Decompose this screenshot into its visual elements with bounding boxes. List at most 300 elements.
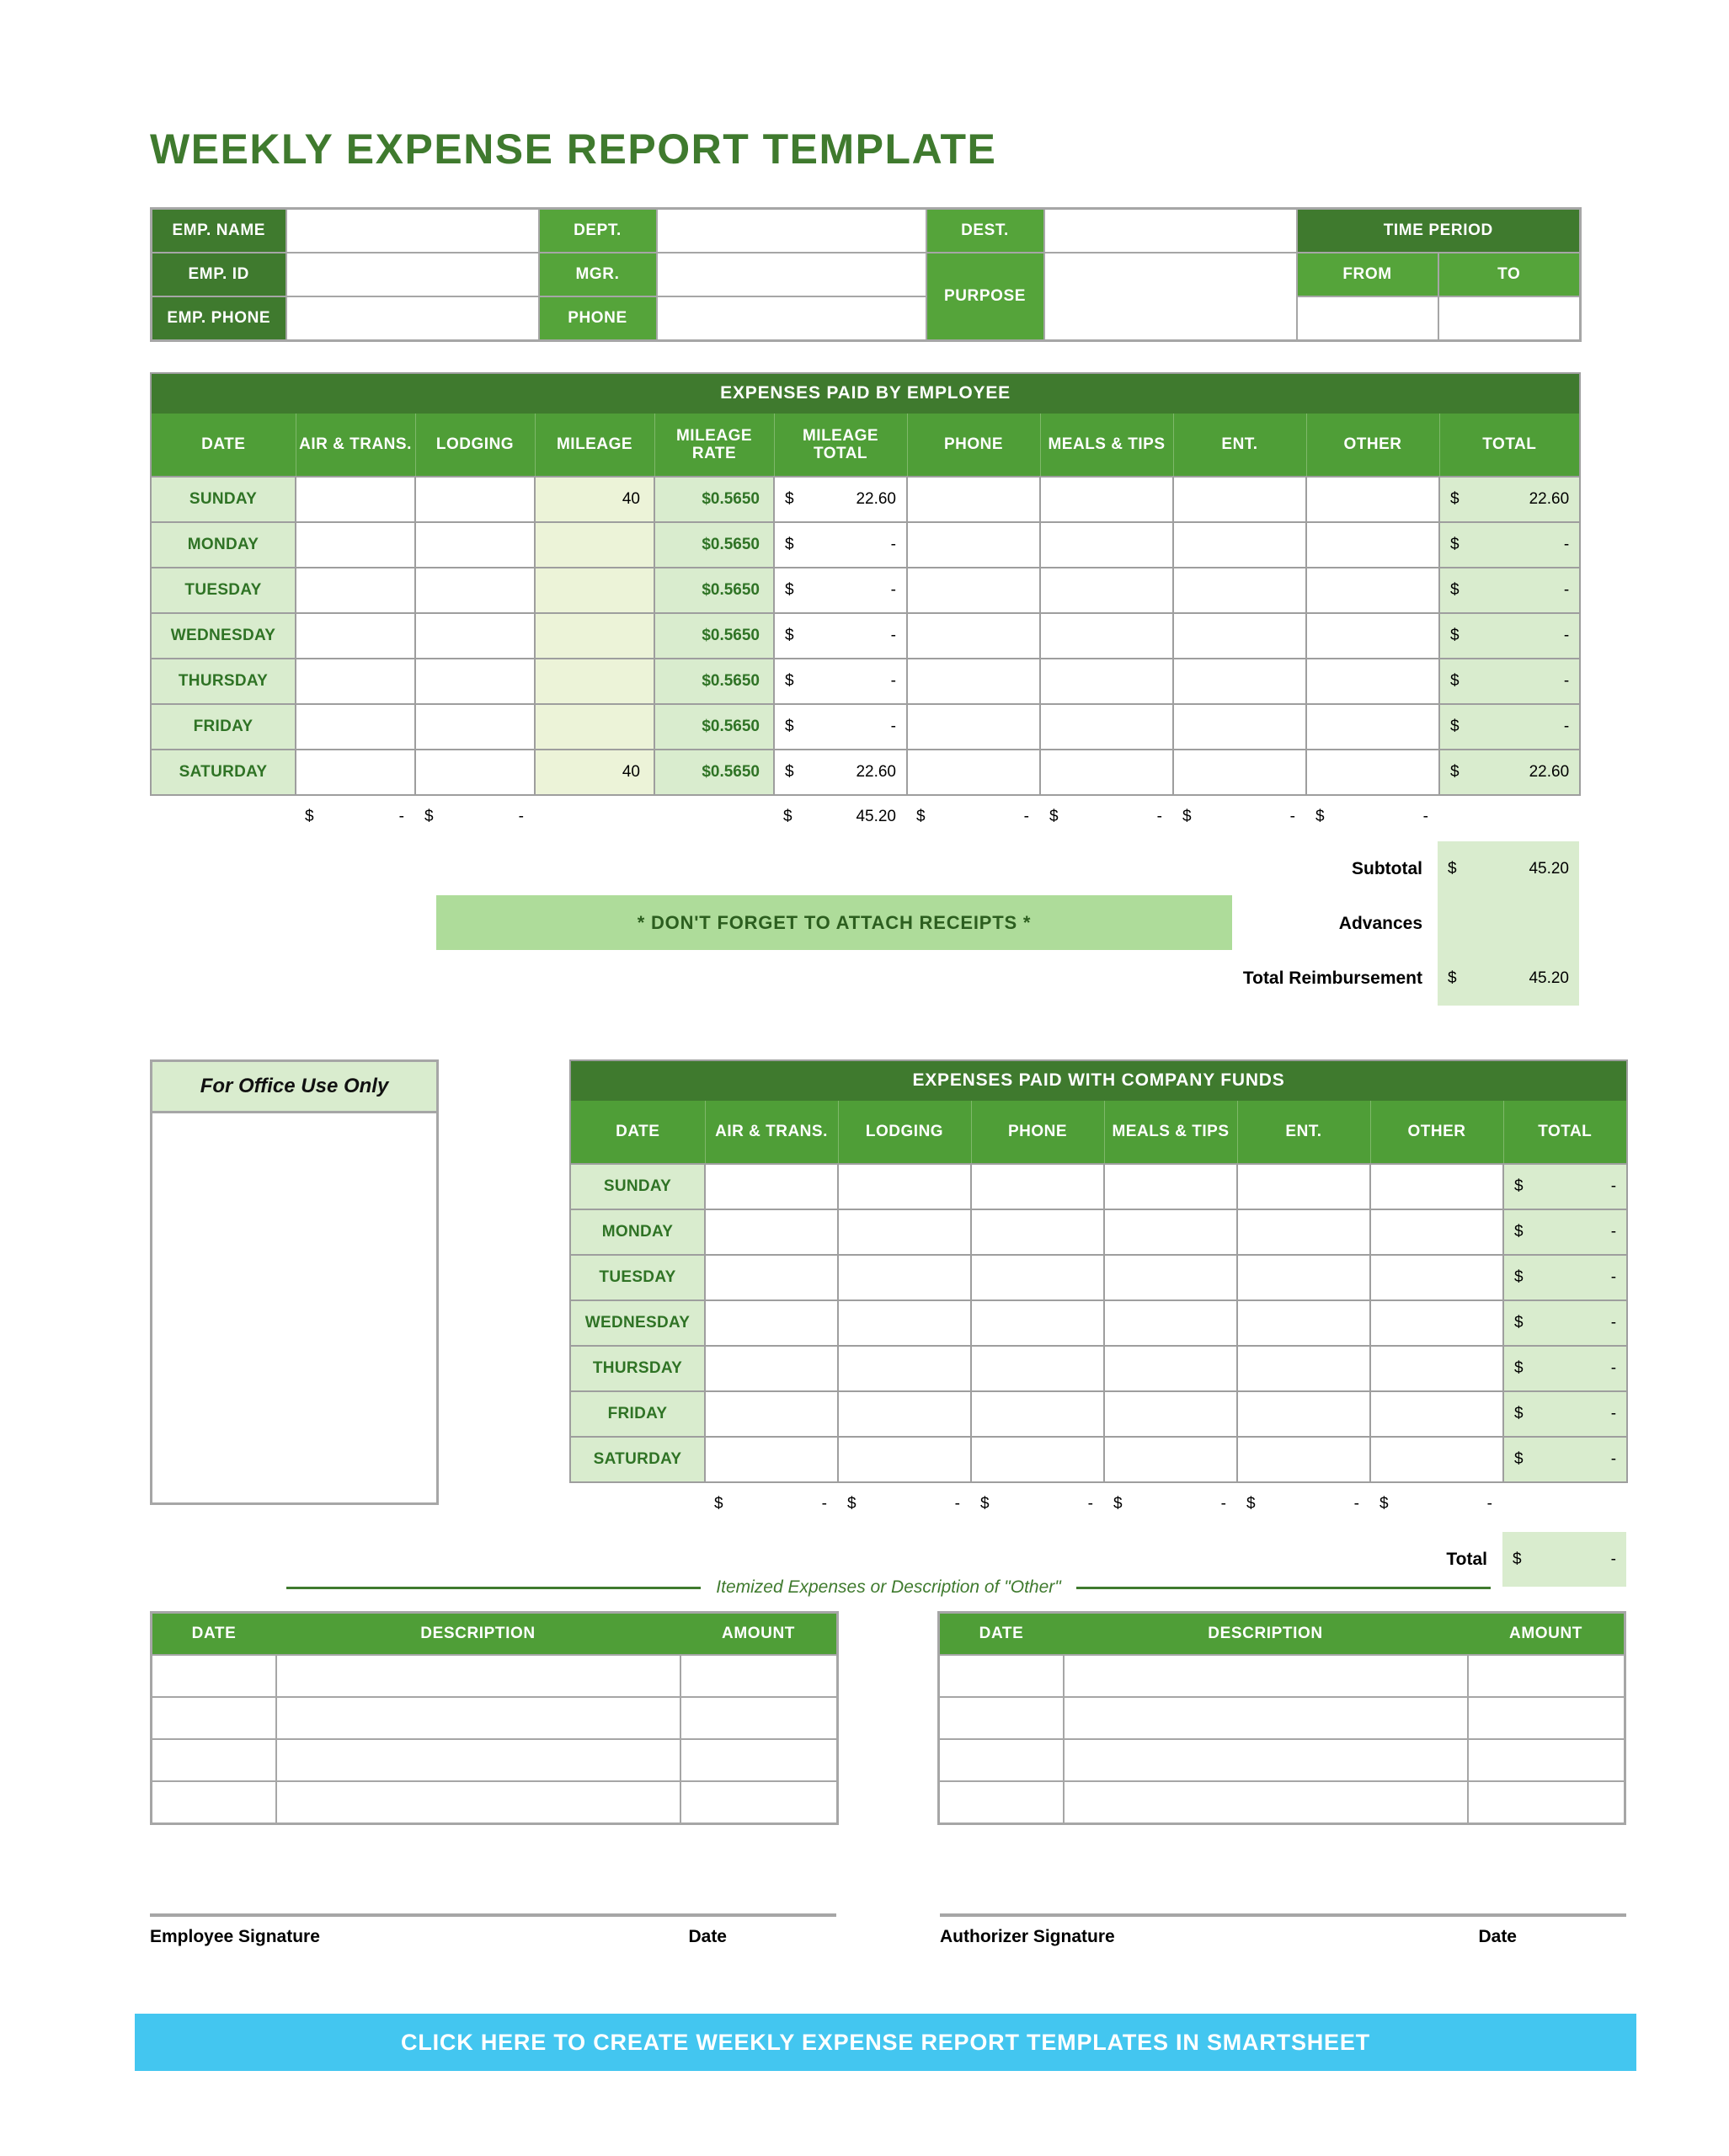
divider-line-right (1076, 1587, 1491, 1589)
cell-air[interactable] (705, 1346, 838, 1391)
purpose-label: PURPOSE (926, 253, 1044, 341)
col-air-trans: AIR & TRANS. (296, 414, 415, 478)
cell-date[interactable] (152, 1781, 276, 1824)
cell-other[interactable] (1306, 659, 1439, 704)
cell-phone[interactable] (971, 1164, 1104, 1209)
table-row (570, 1255, 1627, 1300)
row-day-label: TUESDAY (151, 568, 296, 613)
table-row (152, 209, 1581, 253)
cell-air[interactable] (296, 704, 415, 750)
currency-symbol: $ (1246, 1495, 1256, 1513)
table-row (939, 1655, 1625, 1697)
col-mileage-rate: MILEAGE RATE (654, 414, 774, 478)
currency-symbol: $ (714, 1495, 723, 1513)
cell-date[interactable] (939, 1697, 1064, 1739)
amount-value: - (1087, 1495, 1093, 1513)
table-row (150, 796, 1579, 838)
amount-value: 45.20 (1529, 969, 1569, 987)
cell-air[interactable] (296, 522, 415, 568)
spacer-cell (150, 796, 295, 838)
currency-symbol: $ (1315, 808, 1325, 825)
smartsheet-cta-button[interactable]: CLICK HERE TO CREATE WEEKLY EXPENSE REPORT TEMPLATES IN SMARTSHEET (135, 2014, 1636, 2071)
cell-ent[interactable] (1173, 613, 1306, 659)
currency-symbol: $ (1450, 672, 1460, 690)
cell-meals[interactable] (1104, 1391, 1237, 1437)
table-row (151, 414, 1580, 478)
cell-lodging[interactable] (838, 1209, 971, 1255)
attach-receipts-note: * DON'T FORGET TO ATTACH RECEIPTS * (436, 895, 1232, 950)
cell-meals[interactable] (1040, 659, 1173, 704)
amount-value: 45.20 (1529, 859, 1569, 878)
total-reimbursement-value (1438, 951, 1579, 1006)
cell-date[interactable] (152, 1655, 276, 1697)
amount-value: - (1610, 1450, 1617, 1468)
cell-row-total (1503, 1346, 1627, 1391)
cell-lodging[interactable] (415, 659, 535, 704)
cell-meals[interactable] (1040, 704, 1173, 750)
cell-meals[interactable] (1104, 1209, 1237, 1255)
company-total-value (1502, 1532, 1626, 1587)
cell-lodging[interactable] (838, 1300, 971, 1346)
table-row (151, 522, 1580, 568)
cell-mileage-rate: $0.5650 (654, 568, 774, 613)
cell-air[interactable] (296, 659, 415, 704)
cell-date[interactable] (939, 1739, 1064, 1781)
cell-amount[interactable] (680, 1655, 838, 1697)
cell-row-total (1439, 568, 1580, 613)
dest-label: DEST. (926, 209, 1044, 253)
cell-row-total (1503, 1209, 1627, 1255)
cell-meals[interactable] (1104, 1255, 1237, 1300)
currency-symbol: $ (1450, 718, 1460, 735)
amount-value: - (1220, 1495, 1226, 1513)
employee-signature-block (150, 1913, 836, 1947)
currency-symbol: $ (785, 627, 794, 644)
emp-phone-input[interactable] (286, 296, 539, 341)
cell-description[interactable] (1064, 1697, 1468, 1739)
cell-lodging[interactable] (838, 1346, 971, 1391)
cell-mileage[interactable] (535, 659, 654, 704)
cell-amount[interactable] (680, 1739, 838, 1781)
table-row (151, 659, 1580, 704)
cell-mileage-total (774, 522, 907, 568)
cell-description[interactable] (1064, 1781, 1468, 1824)
cell-lodging[interactable] (838, 1255, 971, 1300)
cell-phone[interactable] (907, 477, 1040, 522)
cell-lodging[interactable] (415, 613, 535, 659)
currency-symbol: $ (916, 808, 926, 825)
cell-other[interactable] (1306, 704, 1439, 750)
col-description: DESCRIPTION (276, 1613, 680, 1656)
row-day-label: SATURDAY (570, 1437, 705, 1482)
cell-mileage[interactable]: 40 (535, 477, 654, 522)
employee-info-table (150, 207, 1582, 342)
cell-amount[interactable] (680, 1781, 838, 1824)
itemized-divider-text: Itemized Expenses or Description of "Other" (716, 1577, 1061, 1597)
cell-meals[interactable] (1040, 750, 1173, 795)
purpose-input[interactable] (1044, 253, 1297, 341)
employee-signature-label: Employee Signature (150, 1927, 320, 1946)
cell-ent[interactable] (1237, 1164, 1370, 1209)
table-row (570, 1164, 1627, 1209)
col-date: DATE (151, 414, 296, 478)
office-use-body[interactable] (152, 1113, 436, 1502)
cell-ent[interactable] (1173, 477, 1306, 522)
cell-mileage-rate: $0.5650 (654, 704, 774, 750)
currency-symbol: $ (785, 581, 794, 599)
cell-other[interactable] (1370, 1346, 1503, 1391)
table-row (570, 1346, 1627, 1391)
cell-phone[interactable] (907, 613, 1040, 659)
currency-symbol: $ (783, 808, 792, 825)
cell-description[interactable] (1064, 1655, 1468, 1697)
total-ent (1172, 796, 1305, 838)
subtotal-row (1352, 841, 1579, 896)
currency-symbol: $ (1450, 627, 1460, 644)
cell-air[interactable] (296, 568, 415, 613)
amount-value: - (890, 581, 896, 599)
amount-value: - (954, 1495, 960, 1513)
col-date: DATE (570, 1101, 705, 1165)
cell-date[interactable] (152, 1697, 276, 1739)
table-row (939, 1613, 1625, 1656)
cell-row-total (1439, 659, 1580, 704)
cell-phone[interactable] (971, 1255, 1104, 1300)
emp-id-label: EMP. ID (152, 253, 286, 296)
cell-row-total (1439, 750, 1580, 795)
cell-phone[interactable] (907, 522, 1040, 568)
cell-other[interactable] (1370, 1209, 1503, 1255)
cell-amount[interactable] (1468, 1655, 1625, 1697)
cell-meals[interactable] (1104, 1437, 1237, 1482)
currency-symbol: $ (785, 718, 794, 735)
cell-other[interactable] (1306, 477, 1439, 522)
advances-value[interactable] (1438, 896, 1579, 951)
table-row (152, 1613, 838, 1656)
currency-symbol: $ (1514, 1450, 1524, 1468)
cell-description[interactable] (1064, 1739, 1468, 1781)
currency-symbol: $ (424, 808, 434, 825)
authorizer-signature-labels (940, 1917, 1626, 1947)
amount-value: - (518, 808, 524, 825)
cell-phone[interactable] (971, 1346, 1104, 1391)
cell-phone[interactable] (971, 1209, 1104, 1255)
row-day-label: WEDNESDAY (570, 1300, 705, 1346)
total-reimbursement-row (1243, 951, 1579, 1006)
currency-symbol: $ (1113, 1495, 1123, 1513)
amount-value: 45.20 (856, 808, 896, 825)
currency-symbol: $ (1513, 1550, 1522, 1568)
cell-other[interactable] (1370, 1391, 1503, 1437)
col-phone: PHONE (907, 414, 1040, 478)
col-date: DATE (939, 1613, 1064, 1656)
amount-value: - (1156, 808, 1162, 825)
row-day-label: MONDAY (570, 1209, 705, 1255)
cell-mileage-rate: $0.5650 (654, 750, 774, 795)
cell-row-total (1439, 522, 1580, 568)
col-ent: ENT. (1237, 1101, 1370, 1165)
currency-symbol: $ (785, 536, 794, 553)
table-row (152, 1781, 838, 1824)
cell-mileage[interactable] (535, 522, 654, 568)
cell-air[interactable] (705, 1164, 838, 1209)
cell-mileage-total (774, 659, 907, 704)
cell-description[interactable] (276, 1739, 680, 1781)
currency-symbol: $ (1514, 1359, 1524, 1377)
cell-other[interactable] (1370, 1437, 1503, 1482)
total-ent (1236, 1483, 1369, 1525)
currency-symbol: $ (1514, 1223, 1524, 1241)
cell-other[interactable] (1370, 1164, 1503, 1209)
cell-lodging[interactable] (415, 477, 535, 522)
cell-other[interactable] (1370, 1255, 1503, 1300)
currency-symbol: $ (785, 490, 794, 508)
dest-input[interactable] (1044, 209, 1297, 253)
row-day-label: FRIDAY (151, 704, 296, 750)
col-other: OTHER (1370, 1101, 1503, 1165)
authorizer-signature-label: Authorizer Signature (940, 1927, 1115, 1946)
cell-mileage-total (774, 477, 907, 522)
cell-ent[interactable] (1173, 750, 1306, 795)
cell-air[interactable] (705, 1437, 838, 1482)
row-day-label: SATURDAY (151, 750, 296, 795)
cell-meals[interactable] (1040, 568, 1173, 613)
amount-value: - (398, 808, 404, 825)
emp-name-label: EMP. NAME (152, 209, 286, 253)
cell-lodging[interactable] (838, 1391, 971, 1437)
table-row (151, 477, 1580, 522)
cell-row-total (1503, 1255, 1627, 1300)
office-use-header: For Office Use Only (152, 1062, 436, 1113)
currency-symbol: $ (1514, 1314, 1524, 1331)
cell-lodging[interactable] (415, 568, 535, 613)
cell-amount[interactable] (1468, 1697, 1625, 1739)
advances-label: Advances (1338, 913, 1422, 933)
cell-lodging[interactable] (838, 1437, 971, 1482)
amount-value: - (1563, 627, 1570, 644)
table-row (570, 1209, 1627, 1255)
cell-phone[interactable] (907, 659, 1040, 704)
company-expenses-section (569, 1059, 1626, 1587)
cell-ent[interactable] (1173, 568, 1306, 613)
cell-mileage[interactable] (535, 704, 654, 750)
cell-mileage[interactable] (535, 568, 654, 613)
col-ent: ENT. (1173, 414, 1306, 478)
to-input[interactable] (1438, 296, 1581, 341)
cell-other[interactable] (1306, 568, 1439, 613)
phone-label: PHONE (539, 296, 657, 341)
cell-air[interactable] (296, 477, 415, 522)
cell-ent[interactable] (1237, 1255, 1370, 1300)
row-day-label: SUNDAY (151, 477, 296, 522)
cell-phone[interactable] (971, 1437, 1104, 1482)
amount-value: - (1610, 1177, 1617, 1195)
table-row (152, 1739, 838, 1781)
total-meals (1039, 796, 1172, 838)
table-row (152, 1655, 838, 1697)
amount-value: - (1610, 1359, 1617, 1377)
cell-phone[interactable] (971, 1300, 1104, 1346)
cell-meals[interactable] (1104, 1164, 1237, 1209)
total-other (1305, 796, 1438, 838)
emp-name-input[interactable] (286, 209, 539, 253)
cell-ent[interactable] (1237, 1300, 1370, 1346)
mgr-label: MGR. (539, 253, 657, 296)
cell-meals[interactable] (1104, 1300, 1237, 1346)
to-label: TO (1438, 253, 1581, 296)
cell-lodging[interactable] (415, 522, 535, 568)
cell-mileage-total (774, 704, 907, 750)
col-meals-tips: MEALS & TIPS (1104, 1101, 1237, 1165)
amount-value: - (821, 1495, 827, 1513)
cell-mileage-total (774, 613, 907, 659)
cell-ent[interactable] (1173, 659, 1306, 704)
table-row (569, 1483, 1626, 1525)
col-amount: AMOUNT (680, 1613, 838, 1656)
company-total-label: Total (1446, 1549, 1487, 1569)
col-total: TOTAL (1439, 414, 1580, 478)
amount-value: - (1563, 581, 1570, 599)
total-phone (906, 796, 1039, 838)
amount-value: - (1563, 718, 1570, 735)
cell-air[interactable] (296, 613, 415, 659)
col-mileage-total: MILEAGE TOTAL (774, 414, 907, 478)
cell-row-total (1503, 1391, 1627, 1437)
itemized-tables (150, 1611, 1626, 1825)
amount-value: - (890, 536, 896, 553)
row-day-label: MONDAY (151, 522, 296, 568)
cell-air[interactable] (296, 750, 415, 795)
cell-air[interactable] (705, 1391, 838, 1437)
employee-expenses-band-title: EXPENSES PAID BY EMPLOYEE (151, 373, 1580, 414)
total-lodging (837, 1483, 970, 1525)
company-expenses-table (569, 1059, 1628, 1483)
cell-ent[interactable] (1173, 704, 1306, 750)
cell-ent[interactable] (1173, 522, 1306, 568)
amount-value: - (890, 672, 896, 690)
time-period-label: TIME PERIOD (1297, 209, 1581, 253)
cell-date[interactable] (939, 1781, 1064, 1824)
cell-mileage[interactable]: 40 (535, 750, 654, 795)
currency-symbol: $ (1448, 969, 1457, 987)
cell-ent[interactable] (1237, 1209, 1370, 1255)
cell-mileage-rate: $0.5650 (654, 522, 774, 568)
total-mileage-blank (534, 796, 654, 838)
cell-air[interactable] (705, 1209, 838, 1255)
cell-ent[interactable] (1237, 1437, 1370, 1482)
cell-mileage-rate: $0.5650 (654, 477, 774, 522)
dept-label: DEPT. (539, 209, 657, 253)
cell-date[interactable] (152, 1739, 276, 1781)
cell-other[interactable] (1306, 750, 1439, 795)
currency-symbol: $ (1448, 859, 1457, 878)
col-total: TOTAL (1503, 1101, 1627, 1165)
cell-other[interactable] (1370, 1300, 1503, 1346)
cell-mileage[interactable] (535, 613, 654, 659)
cell-meals[interactable] (1104, 1346, 1237, 1391)
amount-value: - (890, 718, 896, 735)
from-input[interactable] (1297, 296, 1438, 341)
company-column-totals-row (569, 1483, 1626, 1525)
phone-input[interactable] (657, 296, 926, 341)
cell-phone[interactable] (971, 1391, 1104, 1437)
cell-mileage-rate: $0.5650 (654, 613, 774, 659)
amount-value: 22.60 (856, 490, 896, 508)
amount-value: - (1422, 808, 1428, 825)
cell-amount[interactable] (680, 1697, 838, 1739)
currency-symbol: $ (1450, 490, 1460, 508)
cell-other[interactable] (1306, 613, 1439, 659)
cell-lodging[interactable] (415, 750, 535, 795)
cell-row-total (1439, 613, 1580, 659)
cell-row-total (1503, 1300, 1627, 1346)
col-mileage: MILEAGE (535, 414, 654, 478)
table-row (151, 704, 1580, 750)
currency-symbol: $ (847, 1495, 856, 1513)
cell-description[interactable] (276, 1697, 680, 1739)
cell-lodging[interactable] (415, 704, 535, 750)
row-day-label: FRIDAY (570, 1391, 705, 1437)
col-air-trans: AIR & TRANS. (705, 1101, 838, 1165)
col-date: DATE (152, 1613, 276, 1656)
cell-description[interactable] (276, 1655, 680, 1697)
cell-row-total (1503, 1164, 1627, 1209)
row-day-label: TUESDAY (570, 1255, 705, 1300)
cell-air[interactable] (705, 1255, 838, 1300)
cell-meals[interactable] (1040, 477, 1173, 522)
table-row (151, 613, 1580, 659)
cell-phone[interactable] (907, 568, 1040, 613)
table-row (570, 1300, 1627, 1346)
mgr-input[interactable] (657, 253, 926, 296)
advances-row (1339, 896, 1579, 951)
cell-mileage-total (774, 568, 907, 613)
cell-meals[interactable] (1040, 613, 1173, 659)
spacer-cell (569, 1483, 704, 1525)
cell-date[interactable] (939, 1655, 1064, 1697)
cell-air[interactable] (705, 1300, 838, 1346)
cell-meals[interactable] (1040, 522, 1173, 568)
amount-value: - (1486, 1495, 1492, 1513)
cell-phone[interactable] (907, 750, 1040, 795)
currency-symbol: $ (1514, 1177, 1524, 1195)
dept-input[interactable] (657, 209, 926, 253)
amount-value: - (1353, 1495, 1359, 1513)
cell-other[interactable] (1306, 522, 1439, 568)
table-row (152, 253, 1581, 296)
emp-id-input[interactable] (286, 253, 539, 296)
signature-area (150, 1913, 1626, 1947)
cell-ent[interactable] (1237, 1346, 1370, 1391)
cell-ent[interactable] (1237, 1391, 1370, 1437)
table-row (151, 568, 1580, 613)
cell-lodging[interactable] (838, 1164, 971, 1209)
cell-amount[interactable] (1468, 1739, 1625, 1781)
cell-amount[interactable] (1468, 1781, 1625, 1824)
row-day-label: THURSDAY (570, 1346, 705, 1391)
amount-value: 22.60 (856, 763, 896, 781)
cell-description[interactable] (276, 1781, 680, 1824)
total-meals (1103, 1483, 1236, 1525)
table-row (939, 1697, 1625, 1739)
total-rate-blank (654, 796, 773, 838)
cell-phone[interactable] (907, 704, 1040, 750)
divider-line-left (286, 1587, 701, 1589)
cell-mileage-rate: $0.5650 (654, 659, 774, 704)
col-description: DESCRIPTION (1064, 1613, 1468, 1656)
col-other: OTHER (1306, 414, 1439, 478)
table-row (151, 750, 1580, 795)
